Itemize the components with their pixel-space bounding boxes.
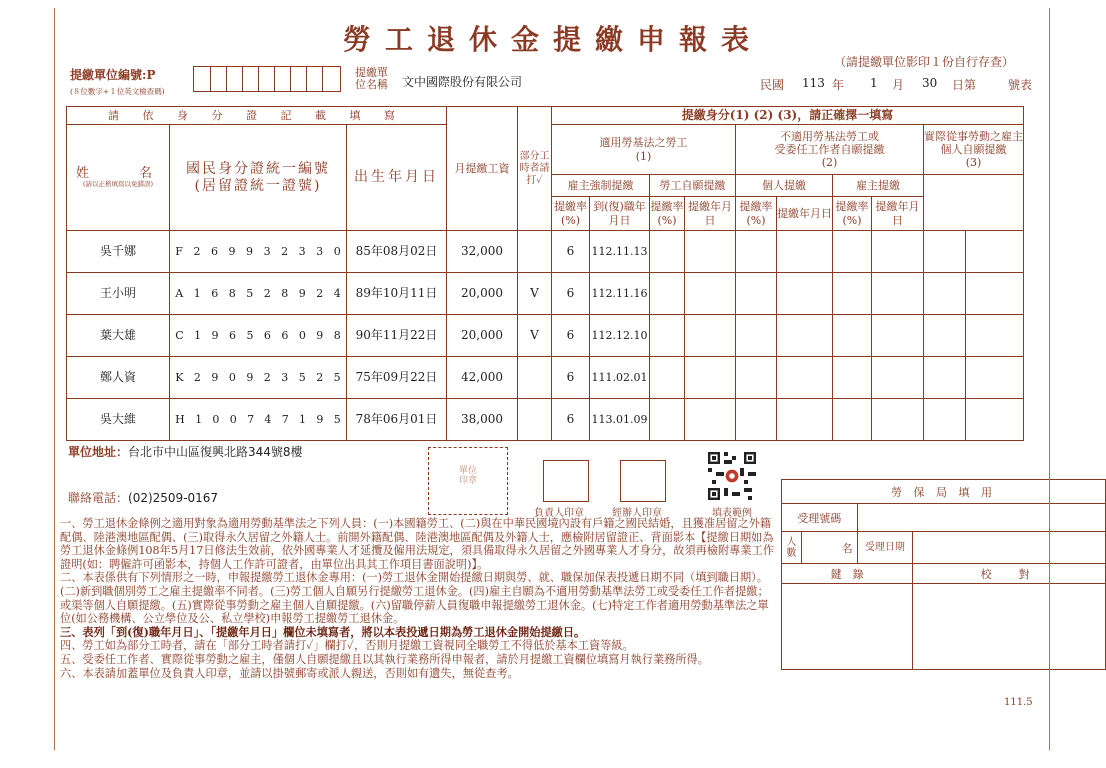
- part-time-mark[interactable]: [518, 399, 552, 441]
- cat2-header: 不適用勞基法勞工或 受委任工作者自願提繳 (2): [736, 125, 924, 175]
- empty-cell[interactable]: [924, 315, 966, 357]
- contrib-date-header: 提繳年月日: [777, 197, 833, 231]
- empty-cell[interactable]: [650, 273, 685, 315]
- empty-cell[interactable]: [833, 231, 872, 273]
- id-number[interactable]: A 1 6 8 5 2 8 9 2 4: [170, 273, 347, 315]
- right-border: [1049, 8, 1050, 750]
- check-label: 校 對: [913, 564, 1106, 584]
- wage-header: 月提繳工資: [447, 107, 518, 231]
- rate-header: 提繳率(%): [736, 197, 777, 231]
- empty-cell[interactable]: [736, 231, 777, 273]
- table-row: [67, 231, 1024, 273]
- empty-cell[interactable]: [924, 357, 966, 399]
- phone: (02)2509-0167: [128, 491, 219, 505]
- empty-cell[interactable]: [685, 231, 736, 273]
- monthly-wage[interactable]: 20,000: [447, 315, 518, 357]
- empty-cell[interactable]: [872, 399, 924, 441]
- receipt-label: 受理號碼: [782, 504, 858, 532]
- empty-cell[interactable]: [650, 231, 685, 273]
- empty-cell[interactable]: [736, 315, 777, 357]
- unit-seal-box[interactable]: 單位印章: [428, 447, 508, 515]
- form-version: 111.5: [1004, 697, 1033, 708]
- empty-cell[interactable]: [736, 399, 777, 441]
- owner-seal-label: 負責人印章: [534, 508, 584, 519]
- empty-cell[interactable]: [966, 315, 1024, 357]
- handler-seal-label: 經辦人印章: [612, 508, 662, 519]
- unit-no-label: 提繳單位編號:P: [70, 68, 156, 82]
- personal-contrib-header: 個人提繳: [736, 175, 833, 197]
- empty-cell[interactable]: [777, 231, 833, 273]
- table-row: [67, 399, 1024, 441]
- empty-cell[interactable]: [966, 231, 1024, 273]
- empty-cell[interactable]: [966, 273, 1024, 315]
- id-header: 國民身分證統一編號 (居留證統一證號): [170, 125, 347, 231]
- address-line: 單位地址：台北市中山區復興北路344號8樓: [68, 445, 303, 459]
- empty-cell[interactable]: [685, 357, 736, 399]
- notes: [60, 517, 775, 680]
- qr-code[interactable]: [708, 452, 756, 500]
- empty-cell[interactable]: [833, 399, 872, 441]
- review-title: 勞 保 局 填 用: [782, 480, 1106, 504]
- employer-rate[interactable]: 6: [552, 399, 590, 441]
- empty-cell[interactable]: [833, 273, 872, 315]
- id-number[interactable]: K 2 9 0 9 2 3 5 2 5: [170, 357, 347, 399]
- part-time-mark[interactable]: [518, 357, 552, 399]
- hire-date[interactable]: 112.11.16: [590, 273, 650, 315]
- key-field[interactable]: [782, 584, 913, 670]
- monthly-wage[interactable]: 38,000: [447, 399, 518, 441]
- note-4: 四、勞工如為部分工時者，請在「部分工時者請打✓」欄打✓，否則月提繳工資視同全職勞工不得低於基本工資等級。: [60, 639, 634, 653]
- hire-date[interactable]: 111.02.01: [590, 357, 650, 399]
- employee-name[interactable]: 吳千娜: [67, 231, 170, 273]
- receipt-date-label: 受理日期: [857, 532, 913, 564]
- labor-voluntary-header: 勞工自願提繳: [650, 175, 736, 197]
- empty-cell[interactable]: [650, 357, 685, 399]
- unit-name[interactable]: 文中國際股份有限公司: [402, 75, 523, 89]
- monthly-wage[interactable]: 20,000: [447, 273, 518, 315]
- date-year: 113: [802, 76, 825, 90]
- date-month: 1: [870, 76, 878, 90]
- empty-cell[interactable]: [924, 399, 966, 441]
- employee-name[interactable]: 葉大雄: [67, 315, 170, 357]
- id-number[interactable]: C 1 9 6 5 6 6 0 9 8: [170, 315, 347, 357]
- phone-line: 聯絡電話：(02)2509-0167: [68, 491, 219, 505]
- employer-rate[interactable]: 6: [552, 273, 590, 315]
- birth-header: 出生年月日: [347, 125, 447, 231]
- unit-no-input[interactable]: [193, 66, 341, 92]
- empty-cell[interactable]: [736, 273, 777, 315]
- unit-no-prefix: P: [146, 68, 156, 82]
- personal-header: 請 依 身 分 證 記 載 填 寫: [67, 107, 447, 125]
- id-number[interactable]: H 1 0 0 7 4 7 1 9 5: [170, 399, 347, 441]
- employer-rate[interactable]: 6: [552, 231, 590, 273]
- rate-header: 提繳率(%): [650, 197, 685, 231]
- unit-no-hint: (８位數字+１位英文檢查碼): [70, 87, 165, 96]
- note-6: 六、本表請加蓋單位及負責人印章，並請以掛號郵寄或派人親送，否則如有遺失，無從查考。: [60, 666, 519, 680]
- employer-forced-header: 雇主強制提繳: [552, 175, 650, 197]
- check-field[interactable]: [913, 584, 1106, 670]
- part-time-mark[interactable]: V: [518, 273, 552, 315]
- people-label: 人數: [782, 532, 802, 564]
- contribution-table: [66, 106, 1024, 441]
- rate-header: 提繳率(%): [833, 197, 872, 231]
- empty-cell[interactable]: [966, 399, 1024, 441]
- date-day: 30: [922, 76, 938, 90]
- empty-cell[interactable]: [833, 315, 872, 357]
- empty-cell[interactable]: [736, 357, 777, 399]
- employee-name[interactable]: 鄭人資: [67, 357, 170, 399]
- empty-cell[interactable]: [685, 273, 736, 315]
- empty-cell[interactable]: [685, 399, 736, 441]
- empty-cell[interactable]: [872, 231, 924, 273]
- note-5: 五、受委任工作者、實際從事勞動之雇主，僅個人自願提繳且以其執行業務所得申報者，請於月提繳工資欄位填寫月執行業務所得。: [60, 652, 709, 666]
- receipt-field[interactable]: [857, 504, 1105, 532]
- empty-cell[interactable]: [777, 399, 833, 441]
- id-number[interactable]: F 2 6 9 9 3 2 3 3 0: [170, 231, 347, 273]
- empty-cell[interactable]: [872, 315, 924, 357]
- handler-seal-box[interactable]: [620, 460, 666, 502]
- birth-date[interactable]: 85年08月02日: [347, 231, 447, 273]
- hire-date-header: 到(復)職年月日: [590, 197, 650, 231]
- note-3: 三、表列「到(復)職年月日」、「提繳年月日」欄位未填寫者，將以本表投遞日期為勞工退休金開始提繳日。: [60, 624, 586, 639]
- note-1: 一、勞工退休金條例之適用對象為適用勞動基準法之下列人員：(一)本國籍勞工、(二)與在中華民國境內設有戶籍之國民結婚，且獲准居留之外籍配偶、陸港澳地區配偶、(三)取得永久居留之外籍人士。前開外籍配偶、陸港澳地區配偶及外籍人士，應檢附居留證正、背面影本【提繳日期如為勞工退休金條例108年5月17日修法生效前，依外國專業人才延攬及僱用法規定，須具備取得永久居留之外國專業人才身分，故須再檢附專業工作證明(如：聘僱許可函影本，持個人工作許可證者，由單位出具其工作項目書面說明)】。: [60, 517, 774, 571]
- empty-cell[interactable]: [650, 315, 685, 357]
- empty-cell[interactable]: [872, 273, 924, 315]
- contrib-date-header: 提繳年月日: [872, 197, 924, 231]
- employer-rate[interactable]: 6: [552, 315, 590, 357]
- table-row: [67, 273, 1024, 315]
- birth-date[interactable]: 78年06月01日: [347, 399, 447, 441]
- birth-date[interactable]: 90年11月22日: [347, 315, 447, 357]
- note-2: 二、本表係供有下列情形之一時，申報提繳勞工退休金專用：(一)勞工退休金開始提繳日期與勞、就、職保加保表投遞日期不同（填到職日期）。(二)新到職個別勞工之雇主提繳率不同者。(三)勞工個人自願另行提繳勞工退休金。(四)雇主自願為不適用勞動基準法勞工或受委任工作者提繳；或渠等個人自願提繳。(五)實際從事勞動之雇主個人自願提繳。(六)留職停薪人員復職申報提繳勞工退休金。(七)特定工作者適用勞動基準法之單位(如公務機構、公立學位及公、私立學校)申報勞工提繳勞工退休金。: [60, 571, 769, 626]
- empty-cell[interactable]: [833, 357, 872, 399]
- cat3-header: 實際從事勞動之雇主 個人自願提繳 (3): [924, 125, 1024, 175]
- empty-cell[interactable]: [777, 273, 833, 315]
- people-unit: 名: [801, 532, 857, 564]
- hire-date[interactable]: 113.01.09: [590, 399, 650, 441]
- part-time-mark[interactable]: [518, 231, 552, 273]
- table-row: [67, 315, 1024, 357]
- empty-cell[interactable]: [685, 315, 736, 357]
- contrib-date-header: 提繳年月日: [685, 197, 736, 231]
- left-border: [54, 8, 55, 750]
- employee-name[interactable]: 王小明: [67, 273, 170, 315]
- monthly-wage[interactable]: 32,000: [447, 231, 518, 273]
- date-line: 民國 113 年 1 月 30 日第 號表: [760, 76, 1033, 92]
- empty-cell[interactable]: [924, 231, 966, 273]
- table-row: [67, 357, 1024, 399]
- receipt-date-field[interactable]: [913, 532, 1106, 564]
- employee-name[interactable]: 吳大維: [67, 399, 170, 441]
- employer-rate[interactable]: 6: [552, 357, 590, 399]
- qr-label: 填表範例: [712, 508, 752, 519]
- identity-header: 提繳身分(1) (2) (3)，請正確擇一填寫: [552, 107, 1024, 125]
- copy-note: （請提繳單位影印１份自行存查）: [833, 55, 1014, 69]
- empty-cell[interactable]: [777, 357, 833, 399]
- empty-cell[interactable]: [872, 357, 924, 399]
- monthly-wage[interactable]: 42,000: [447, 357, 518, 399]
- empty-cell[interactable]: [650, 399, 685, 441]
- empty-cell[interactable]: [924, 273, 966, 315]
- name-header: 姓 名 (請以正楷填寫以免錯誤): [67, 125, 170, 231]
- part-time-mark[interactable]: V: [518, 315, 552, 357]
- empty-cell[interactable]: [777, 315, 833, 357]
- hire-date[interactable]: 112.11.13: [590, 231, 650, 273]
- address: 台北市中山區復興北路344號8樓: [128, 445, 303, 459]
- cat1-header: 適用勞基法之勞工 (1): [552, 125, 736, 175]
- form-title: 勞工退休金提繳申報表: [342, 23, 763, 56]
- birth-date[interactable]: 75年09月22日: [347, 357, 447, 399]
- part-time-header: 部分工時者請打✓: [518, 107, 552, 231]
- key-label: 鍵 錄: [782, 564, 913, 584]
- unit-name-label: 提繳單 位名稱: [355, 66, 388, 91]
- birth-date[interactable]: 89年10月11日: [347, 273, 447, 315]
- owner-seal-box[interactable]: [543, 460, 589, 502]
- employer-contrib-header: 雇主提繳: [833, 175, 924, 197]
- review-table: [781, 479, 1106, 670]
- rate-header: 提繳率(%): [552, 197, 590, 231]
- hire-date[interactable]: 112.12.10: [590, 315, 650, 357]
- empty-cell[interactable]: [966, 357, 1024, 399]
